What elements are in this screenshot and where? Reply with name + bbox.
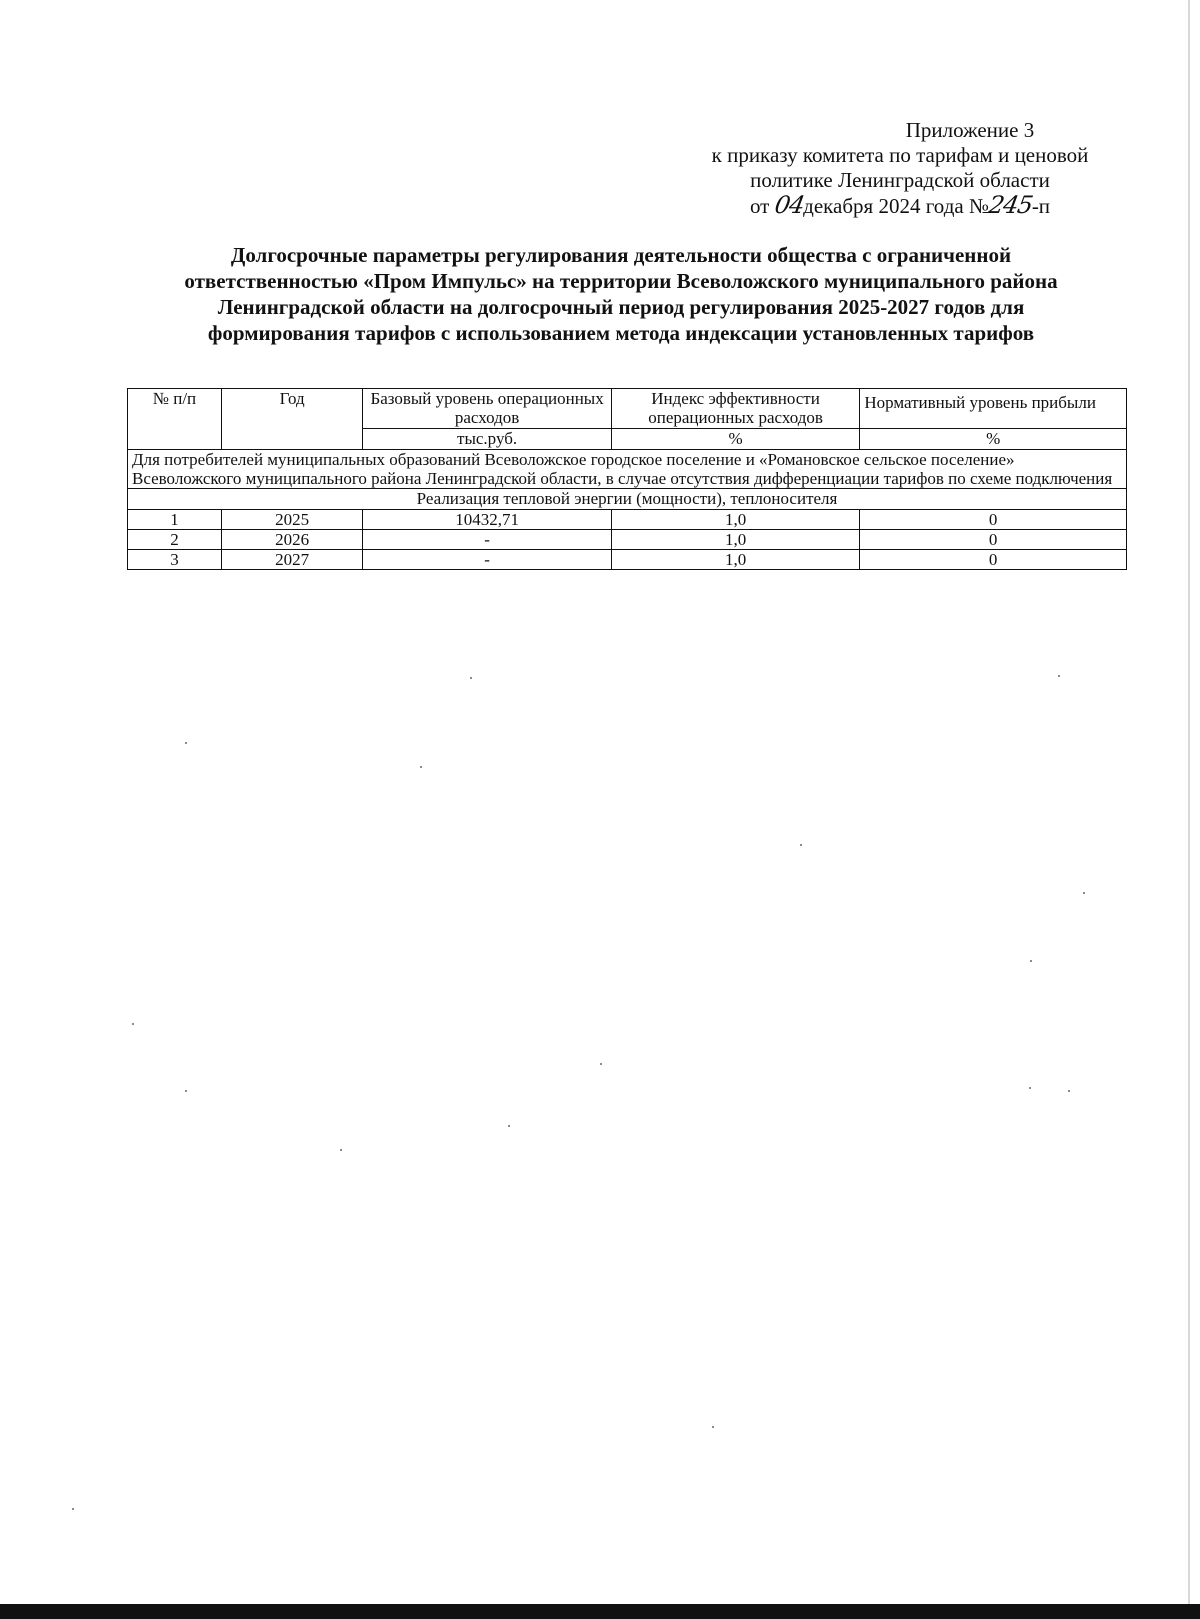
appendix-committee-line: политике Ленинградской области [750, 168, 1050, 192]
scan-speck [508, 1125, 510, 1127]
table-row [128, 550, 1127, 570]
appendix-date-line [660, 193, 1140, 219]
section-title: Реализация тепловой энергии (мощности), теплоносителя [128, 489, 1127, 510]
document-title [118, 242, 1124, 346]
title-line-2: ответственностью «Пром Импульс» на территории Всеволожского муниципального района [184, 269, 1058, 293]
title-line-4: формирования тарифов с использованием метода индексации установленных тарифов [207, 321, 1035, 345]
scan-speck [185, 1090, 187, 1092]
appendix-header [660, 118, 1140, 219]
header-base-level: Базовый уровень операционных расходов [363, 389, 611, 429]
scan-speck [1068, 1090, 1070, 1092]
unit-profit-level: % [860, 429, 1127, 450]
row-year: 2027 [221, 550, 362, 570]
scan-speck [1083, 892, 1085, 894]
scan-speck [185, 742, 187, 744]
appendix-title: Приложение 3 [905, 118, 1035, 142]
row-base-level: - [363, 550, 611, 570]
row-number: 1 [128, 510, 222, 530]
row-base-level: 10432,71 [363, 510, 611, 530]
date-middle: декабря 2024 года № [803, 194, 989, 218]
scan-speck [712, 1426, 714, 1428]
row-efficiency-index: 1,0 [611, 530, 859, 550]
scan-speck [132, 1023, 134, 1025]
title-line-3: Ленинградской области на долгосрочный период регулирования 2025-2027 годов для [217, 295, 1025, 319]
consumers-description: Для потребителей муниципальных образований Всеволожское городское поселение и «Романовское сельское поселение» Всеволожского муниципального района Ленинградской области, в случае отсутствия дифференциации тарифов по схеме подключения [128, 450, 1127, 489]
row-year: 2025 [221, 510, 362, 530]
scan-speck [600, 1063, 602, 1065]
row-profit-level: 0 [860, 550, 1127, 570]
header-number: № п/п [128, 389, 222, 450]
row-efficiency-index: 1,0 [611, 510, 859, 530]
table-header-row [128, 389, 1127, 429]
row-profit-level: 0 [860, 510, 1127, 530]
table-row [128, 510, 1127, 530]
order-suffix: -п [1031, 194, 1051, 218]
scan-speck [1029, 1087, 1031, 1089]
section-row [128, 489, 1127, 510]
scan-speck [1030, 960, 1032, 962]
title-line-1: Долгосрочные параметры регулирования деятельности общества с ограниченной [230, 243, 1012, 267]
row-profit-level: 0 [860, 530, 1127, 550]
appendix-order-line: к приказу комитета по тарифам и ценовой [711, 143, 1089, 167]
table-row [128, 530, 1127, 550]
scan-edge [1188, 0, 1190, 1619]
scan-bottom-edge [0, 1604, 1200, 1619]
header-profit-level: Нормативный уровень прибыли [860, 389, 1127, 429]
scan-speck [470, 677, 472, 679]
unit-efficiency-index: % [611, 429, 859, 450]
regulation-parameters-table [127, 388, 1127, 570]
date-prefix: от [749, 194, 770, 218]
row-base-level: - [363, 530, 611, 550]
header-year: Год [221, 389, 362, 450]
unit-base-level: тыс.руб. [363, 429, 611, 450]
row-number: 3 [128, 550, 222, 570]
row-number: 2 [128, 530, 222, 550]
scan-speck [800, 844, 802, 846]
scan-speck [1058, 675, 1060, 677]
scan-speck [420, 766, 422, 768]
scan-speck [340, 1149, 342, 1151]
scan-speck [72, 1508, 74, 1510]
row-efficiency-index: 1,0 [611, 550, 859, 570]
row-year: 2026 [221, 530, 362, 550]
header-efficiency-index: Индекс эффективности операционных расходов [611, 389, 859, 429]
consumers-row [128, 450, 1127, 489]
handwritten-order-number: 245 [986, 191, 1035, 219]
handwritten-day: 04 [772, 191, 806, 219]
